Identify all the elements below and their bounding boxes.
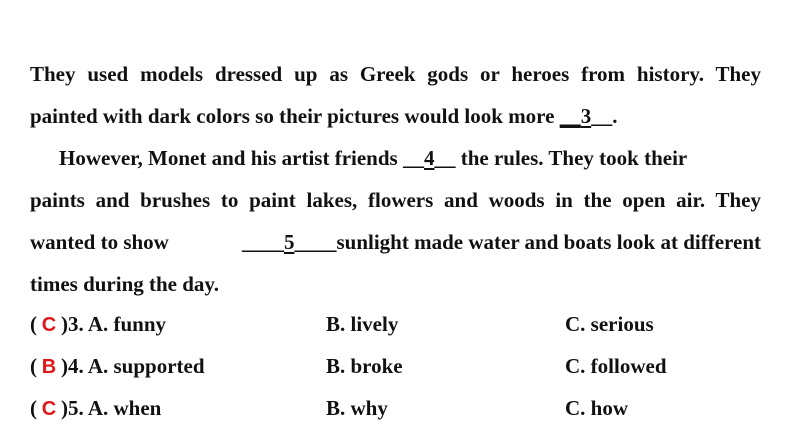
passage-line-5-text: wanted to show	[30, 230, 169, 254]
question-3-option-b: B. lively	[326, 312, 399, 336]
passage-line-5	[30, 221, 761, 263]
question-4-option-c: C. followed	[565, 354, 667, 378]
blank-3-post: __.	[591, 104, 618, 128]
passage-line-6: times during the day.	[30, 272, 220, 296]
question-3-option-a: )3. A. funny	[61, 312, 167, 336]
blank-4	[403, 146, 456, 170]
blank-3-pre: __	[559, 104, 581, 128]
question-5-open: (	[30, 396, 37, 420]
question-5-answer: C	[41, 398, 57, 420]
question-3-answer: C	[41, 314, 57, 336]
blank-4-post: __	[434, 146, 456, 170]
passage-line-4: paints and brushes to paint lakes, flowers and woods in the open air. They	[30, 188, 761, 212]
question-5-option-c: C. how	[565, 396, 629, 420]
blank-4-pre: __	[402, 146, 424, 170]
blank-3	[560, 104, 618, 128]
question-5-option-a: )5. A. when	[61, 396, 162, 420]
passage-line-3-tail: the rules. They took their	[460, 146, 688, 170]
passage-line-2-text: painted with dark colors so their pictures would look more	[30, 104, 555, 128]
question-4-option-b: B. broke	[326, 354, 403, 378]
blank-5-number: 5	[283, 230, 295, 254]
question-3	[30, 303, 166, 345]
blank-5-pre: ____	[241, 230, 284, 254]
question-5-option-b: B. why	[326, 396, 388, 420]
passage-line-5-tail: sunlight made water and boats look at different	[336, 230, 761, 254]
blank-3-number: 3	[580, 104, 592, 128]
passage-line-3	[30, 137, 761, 179]
question-4	[30, 345, 205, 387]
question-3-option-c: C. serious	[565, 312, 654, 336]
question-4-option-a: )4. A. supported	[61, 354, 205, 378]
passage-line-1: They used models dressed up as Greek gods or heroes from history. They	[30, 62, 761, 86]
question-5	[30, 387, 161, 429]
blank-4-number: 4	[423, 146, 435, 170]
blank-5	[242, 221, 761, 263]
question-3-open: (	[30, 312, 37, 336]
passage-line-3-text: However, Monet and his artist friends	[59, 146, 398, 170]
passage	[30, 53, 761, 305]
question-4-open: (	[30, 354, 37, 378]
passage-line-2	[30, 95, 761, 137]
question-4-answer: B	[41, 356, 57, 378]
blank-5-post: ____	[294, 230, 337, 254]
